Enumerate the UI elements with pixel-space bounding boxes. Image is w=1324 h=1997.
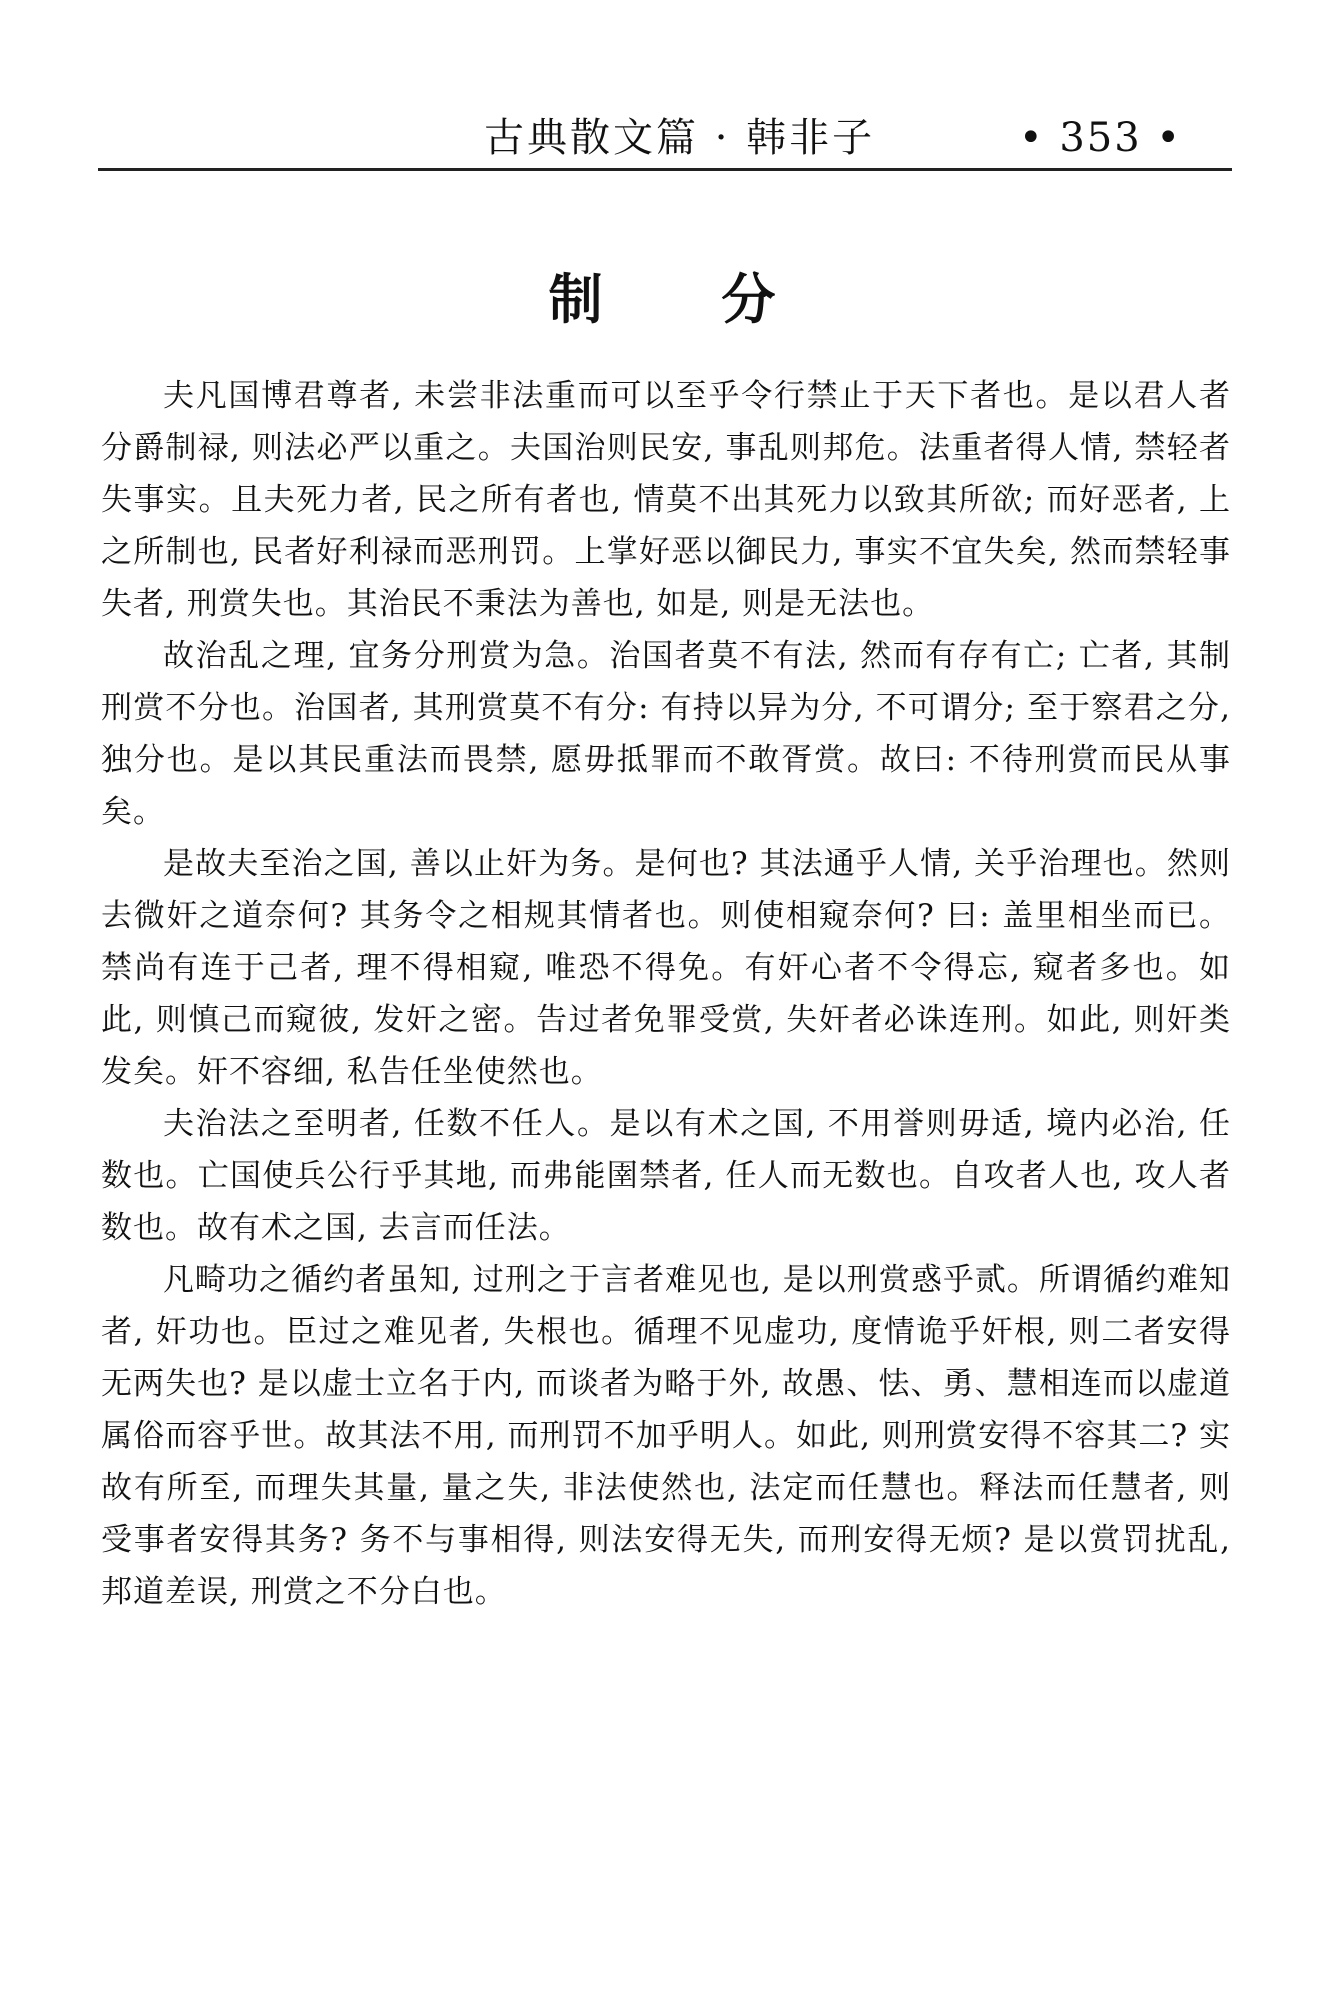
running-title: 古典散文篇 · 韩非子 bbox=[484, 115, 876, 161]
paragraph: 故治乱之理, 宜务分刑赏为急。治国者莫不有法, 然而有存有亡; 亡者, 其制刑赏不分也。治国者, 其刑赏莫不有分: 有持以异为分, 不可谓分; 至于察君之分, 独分也。是以其民重法而畏禁, 愿毋抵罪而不敢胥赏。故曰: 不待刑赏而民从事矣。 bbox=[101, 638, 1231, 830]
page-number: • 353 • bbox=[1019, 115, 1182, 161]
paragraph: 凡畸功之循约者虽知, 过刑之于言者难见也, 是以刑赏惑乎贰。所谓循约难知者, 奸功也。臣过之难见者, 失根也。循理不见虚功, 度情诡乎奸根, 则二者安得无两失也? 是以虚士立名于内, 而谈者为略于外, 故愚、怯、勇、慧相连而以虚道属俗而容乎世。故其法不用, 而刑罚不加乎明人。如此, 则刑赏安得不容其二? 实故有所至, 而理失其量, 量之失, 非法使然也, 法定而任慧也。释法而任慧者, 则受事者安得其务? 务不与事相得, 则法安得无失, 而刑安得无烦? 是以赏罚扰乱, 邦道差误, 刑赏之不分白也。 bbox=[101, 1262, 1231, 1610]
paragraph: 夫凡国博君尊者, 未尝非法重而可以至乎令行禁止于天下者也。是以君人者分爵制禄, 则法必严以重之。夫国治则民安, 事乱则邦危。法重者得人情, 禁轻者失事实。且夫死力者, 民之所有者也, 情莫不出其死力以致其所欲; 而好恶者, 上之所制也, 民者好利禄而恶刑罚。上掌好恶以御民力, 事实不宜失矣, 然而禁轻事失者, 刑赏失也。其治民不秉法为善也, 如是, 则是无法也。 bbox=[101, 378, 1231, 622]
paragraph: 夫治法之至明者, 任数不任人。是以有术之国, 不用誉则毋适, 境内必治, 任数也。亡国使兵公行乎其地, 而弗能圉禁者, 任人而无数也。自攻者人也, 攻人者数也。故有术之国, 去言而任法。 bbox=[101, 1106, 1231, 1246]
chapter-title: 制 分 bbox=[548, 268, 826, 331]
body-text bbox=[101, 370, 1231, 1618]
paragraph: 是故夫至治之国, 善以止奸为务。是何也? 其法通乎人情, 关乎治理也。然则去微奸之道奈何? 其务令之相规其情者也。则使相窥奈何? 曰: 盖里相坐而已。禁尚有连于己者, 理不得相窥, 唯恐不得免。有奸心者不令得忘, 窥者多也。如此, 则慎己而窥彼, 发奸之密。告过者免罪受赏, 失奸者必诛连刑。如此, 则奸类发矣。奸不容细, 私告任坐使然也。 bbox=[101, 846, 1231, 1090]
running-header bbox=[98, 112, 1232, 171]
